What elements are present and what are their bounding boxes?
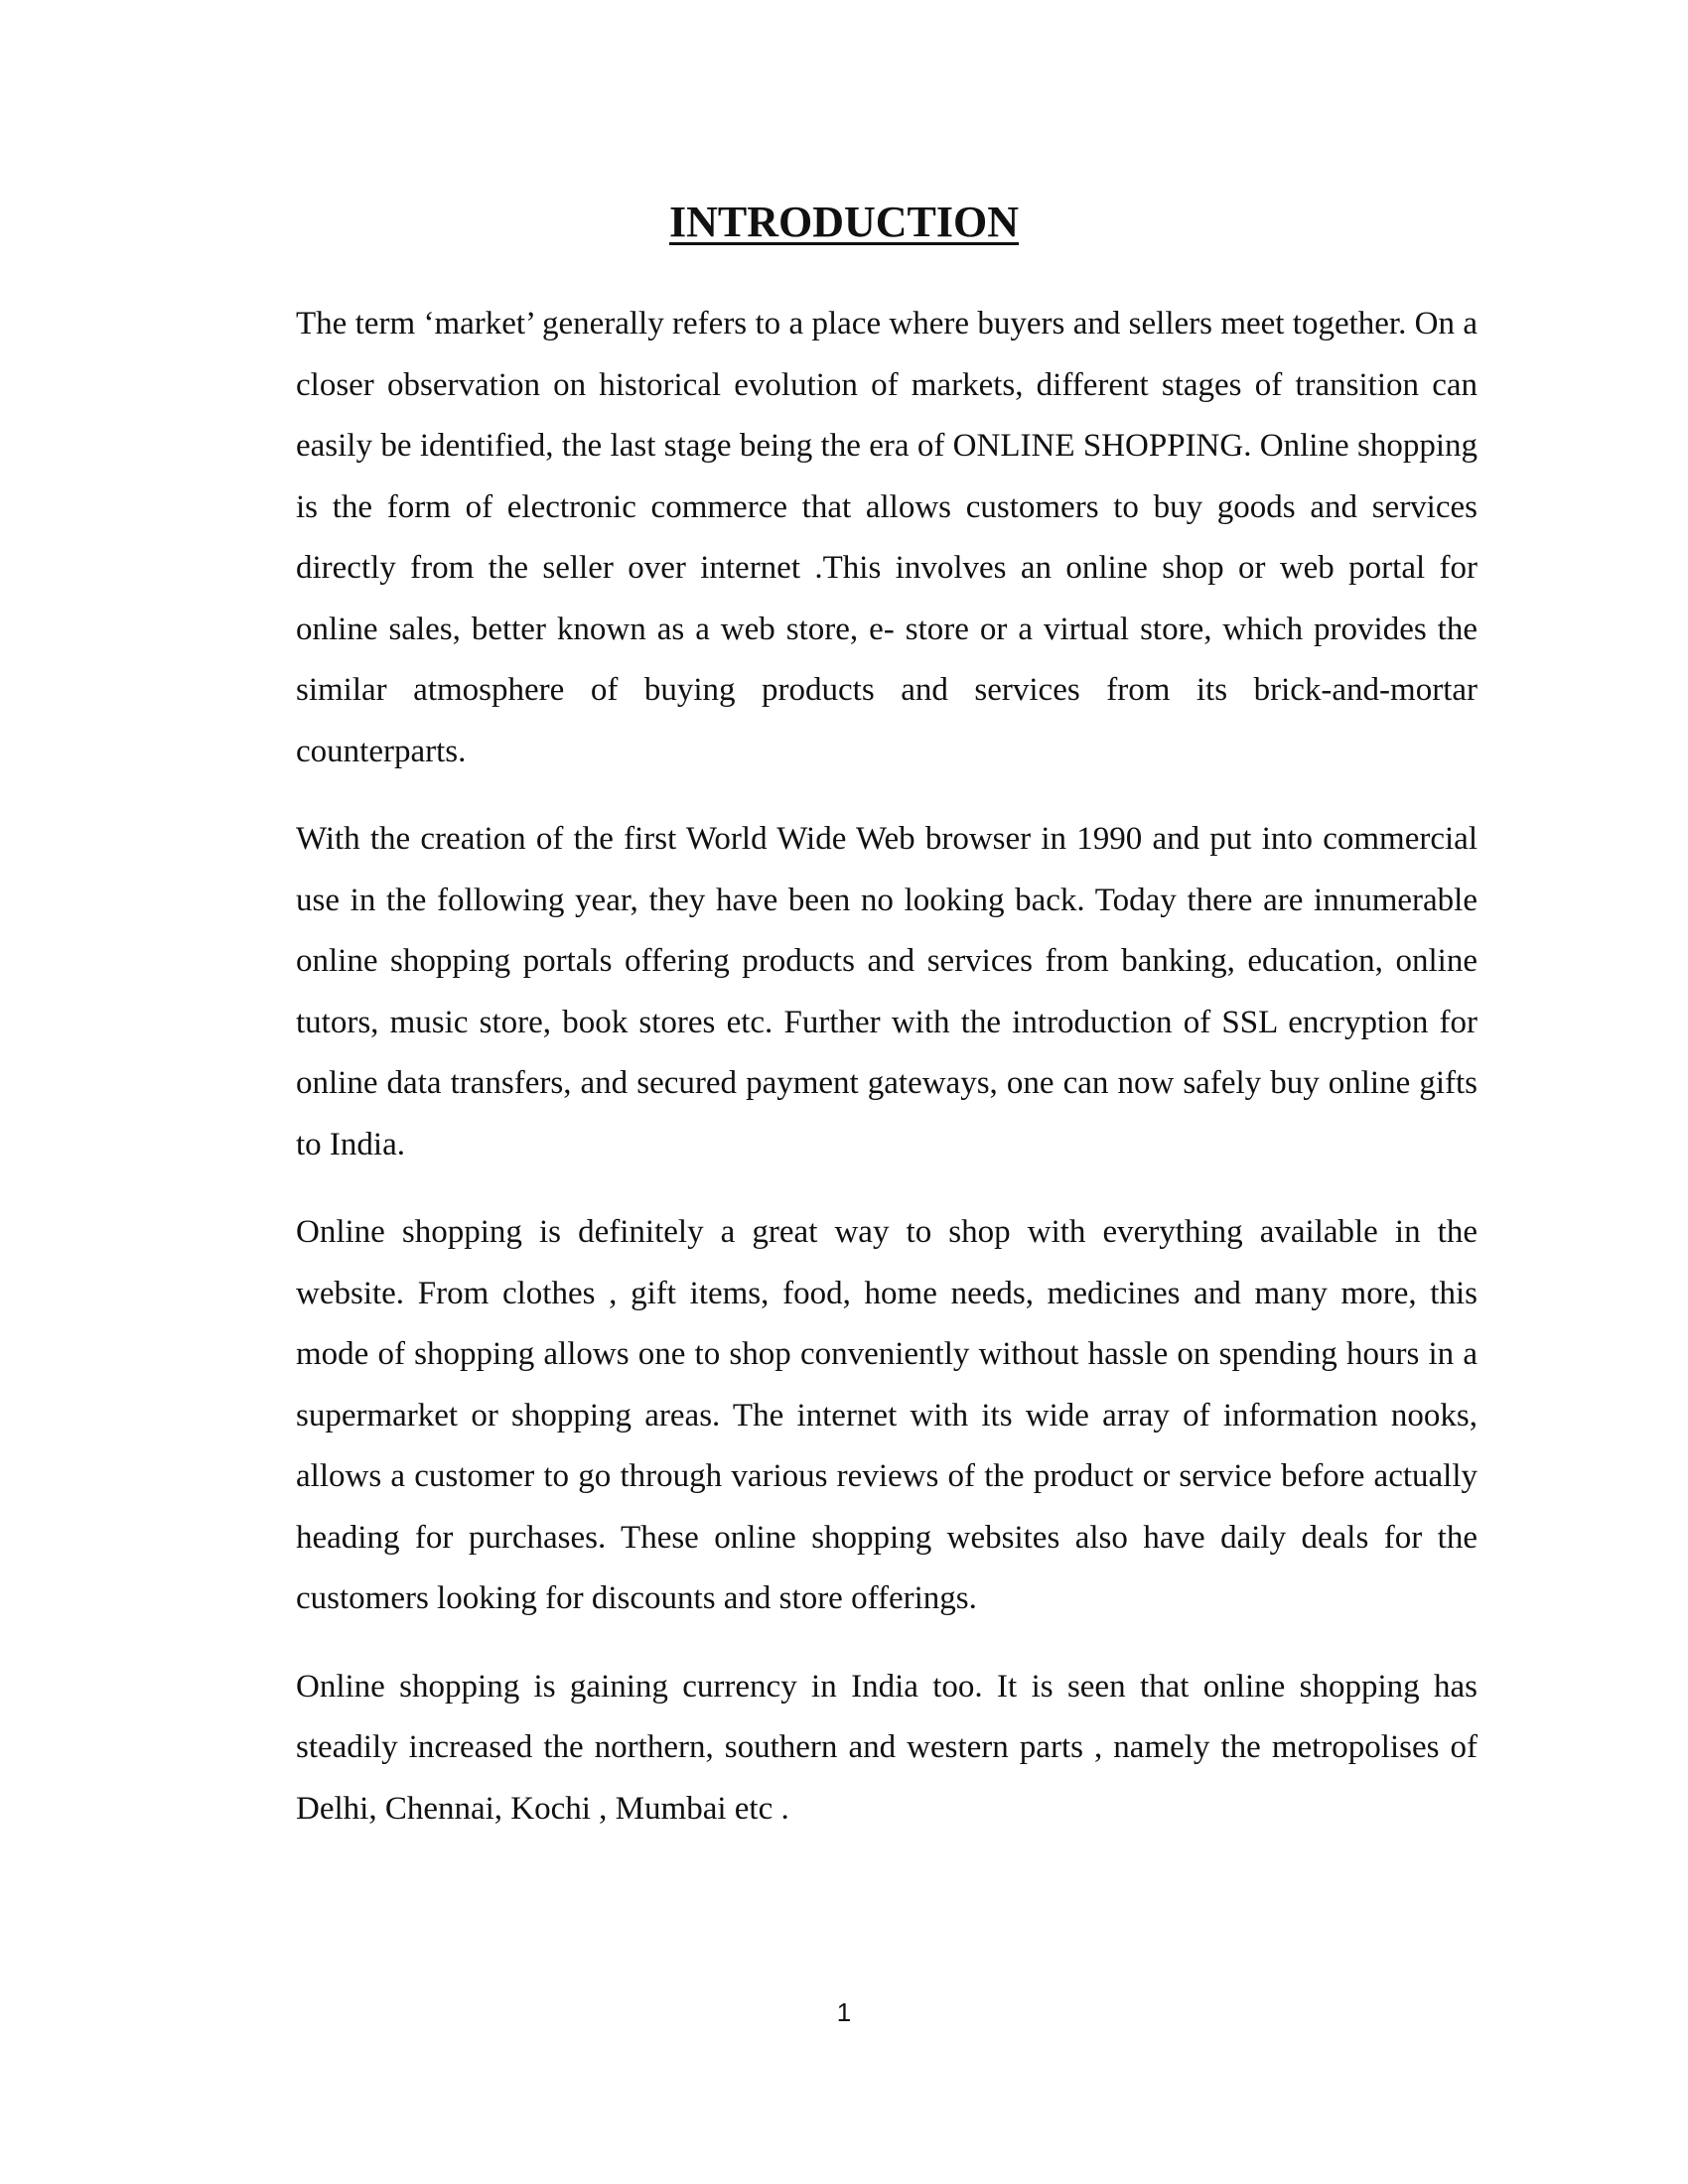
paragraph-1: The term ‘market’ generally refers to a place where buyers and sellers meet together. On a closer observation on historical evolution of markets, different stages of transition can easily be identified, the last stage being the era of ONLINE SHOPPING. Online shopping is the form of electronic commerce that allows customers to buy goods and services directly from the seller over internet .This involves an online shop or web portal for online sales, better known as a web store, e- store or a virtual store, which provides the similar atmosphere of buying products and services from its brick-and-mortar counterparts. [296,306,1477,769]
paragraph-2: With the creation of the first World Wide Web browser in 1990 and put into commercial use in the following year, they have been no looking back. Today there are innumerable online shopping portals offering products and services from banking, education, online tutors, music store, book stores etc. Further with the introduction of SSL encryption for online data transfers, and secured payment gateways, one can now safely buy online gifts to India. [296,821,1477,1162]
page-number: 1 [836,1997,852,2027]
page-heading [0,195,1688,250]
paragraph-3: Online shopping is definitely a great way to shop with everything available in the website. From clothes , gift items, food, home needs, medicines and many more, this mode of shopping allows one to shop conveniently without hassle on spending hours in a supermarket or shopping areas. The internet with its wide array of information nooks, allows a customer to go through various reviews of the product or service before actually heading for purchases. These online shopping websites also have daily deals for the customers looking for discounts and store offerings. [296,1214,1477,1616]
paragraph-4: Online shopping is gaining currency in India too. It is seen that online shopping has steadily increased the northern, southern and western parts , namely the metropolises of Delhi, Chennai, Kochi , Mumbai etc . [296,1668,1477,1827]
body-text [296,294,1477,1866]
heading-text: INTRODUCTION [668,198,1020,246]
